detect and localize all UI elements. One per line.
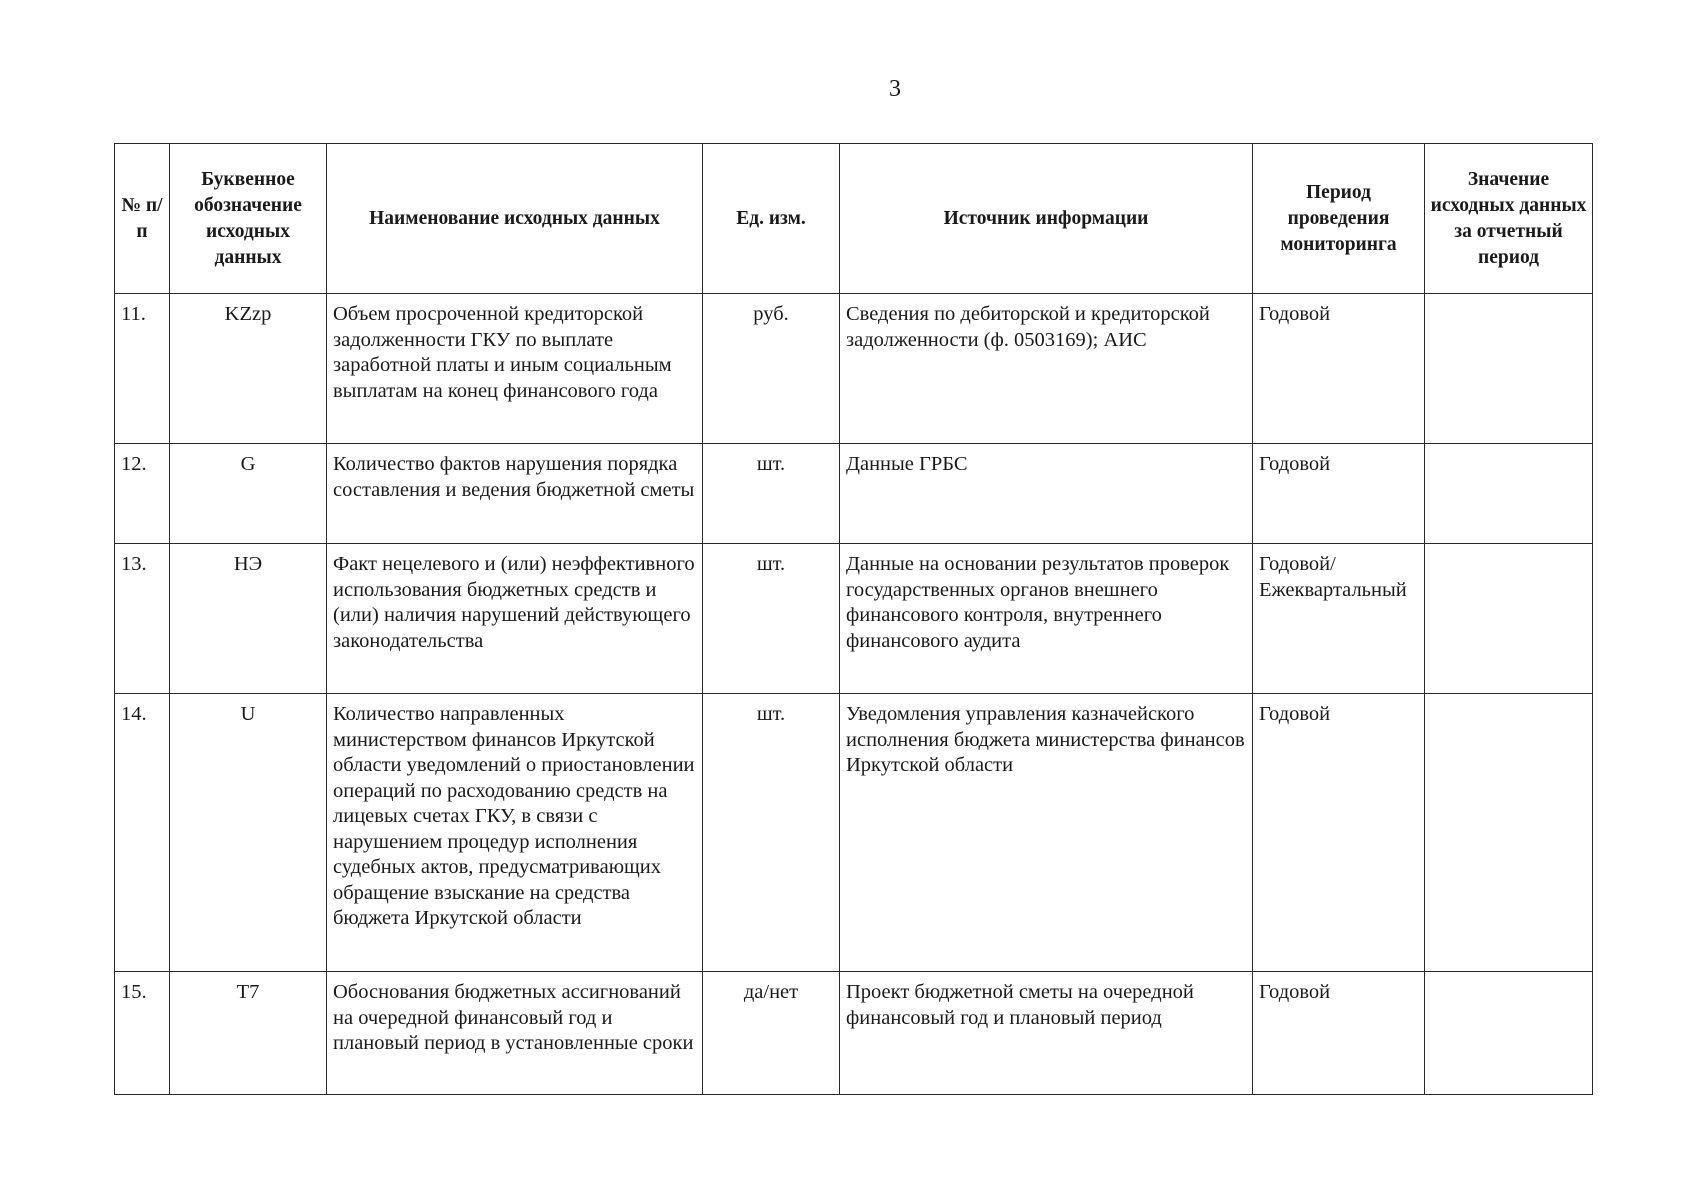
row-source: Данные ГРБС [840, 444, 1253, 544]
row-num: 14. [115, 694, 170, 972]
row-period: Годовой [1253, 294, 1425, 444]
row-source: Проект бюджетной сметы на очередной финансовый год и плановый период [840, 972, 1253, 1095]
header-period: Период проведения мониторинга [1253, 144, 1425, 294]
data-table [114, 143, 1593, 1095]
row-value [1425, 294, 1593, 444]
table-body [115, 294, 1593, 1095]
row-value [1425, 444, 1593, 544]
table-row [115, 444, 1593, 544]
row-name: Количество фактов нарушения порядка составления и ведения бюджетной сметы [327, 444, 703, 544]
table-row [115, 972, 1593, 1095]
row-source: Уведомления управления казначейского исполнения бюджета министерства финансов Иркутской области [840, 694, 1253, 972]
row-source: Данные на основании результатов проверок государственных органов внешнего финансового контроля, внутреннего финансового аудита [840, 544, 1253, 694]
row-period: Годовой/ Ежеквартальный [1253, 544, 1425, 694]
row-period: Годовой [1253, 444, 1425, 544]
header-unit: Ед. изм. [703, 144, 840, 294]
row-name: Факт нецелевого и (или) неэффективного использования бюджетных средств и (или) наличия нарушений действующего законодательства [327, 544, 703, 694]
row-symbol: НЭ [170, 544, 327, 694]
row-num: 13. [115, 544, 170, 694]
row-value [1425, 972, 1593, 1095]
header-value: Значение исходных данных за отчетный период [1425, 144, 1593, 294]
row-num: 15. [115, 972, 170, 1095]
page-number: 3 [889, 76, 901, 102]
table-row [115, 544, 1593, 694]
row-unit: да/нет [703, 972, 840, 1095]
row-period: Годовой [1253, 972, 1425, 1095]
row-name: Обоснования бюджетных ассигнований на очередной финансовый год и плановый период в установленные сроки [327, 972, 703, 1095]
header-source: Источник информации [840, 144, 1253, 294]
row-name: Объем просроченной кредиторской задолженности ГКУ по выплате заработной платы и иным социальным выплатам на конец финансового года [327, 294, 703, 444]
row-num: 11. [115, 294, 170, 444]
row-unit: шт. [703, 444, 840, 544]
row-symbol: G [170, 444, 327, 544]
header-row [115, 144, 1593, 294]
row-symbol: T7 [170, 972, 327, 1095]
row-name: Количество направленных министерством финансов Иркутской области уведомлений о приостановлении операций по расходованию средств на лицевых счетах ГКУ, в связи с нарушением процедур исполнения судебных актов, предусматривающих обращение взыскание на средства бюджета Иркутской области [327, 694, 703, 972]
row-value [1425, 544, 1593, 694]
row-unit: шт. [703, 544, 840, 694]
row-symbol: KZzp [170, 294, 327, 444]
row-value [1425, 694, 1593, 972]
table-row [115, 294, 1593, 444]
row-source: Сведения по дебиторской и кредиторской задолженности (ф. 0503169); АИС [840, 294, 1253, 444]
header-name: Наименование исходных данных [327, 144, 703, 294]
row-num: 12. [115, 444, 170, 544]
header-num: № п/п [115, 144, 170, 294]
table-header [115, 144, 1593, 294]
row-unit: шт. [703, 694, 840, 972]
row-symbol: U [170, 694, 327, 972]
table-row [115, 694, 1593, 972]
row-unit: руб. [703, 294, 840, 444]
header-symbol: Буквенное обозначение исходных данных [170, 144, 327, 294]
row-period: Годовой [1253, 694, 1425, 972]
